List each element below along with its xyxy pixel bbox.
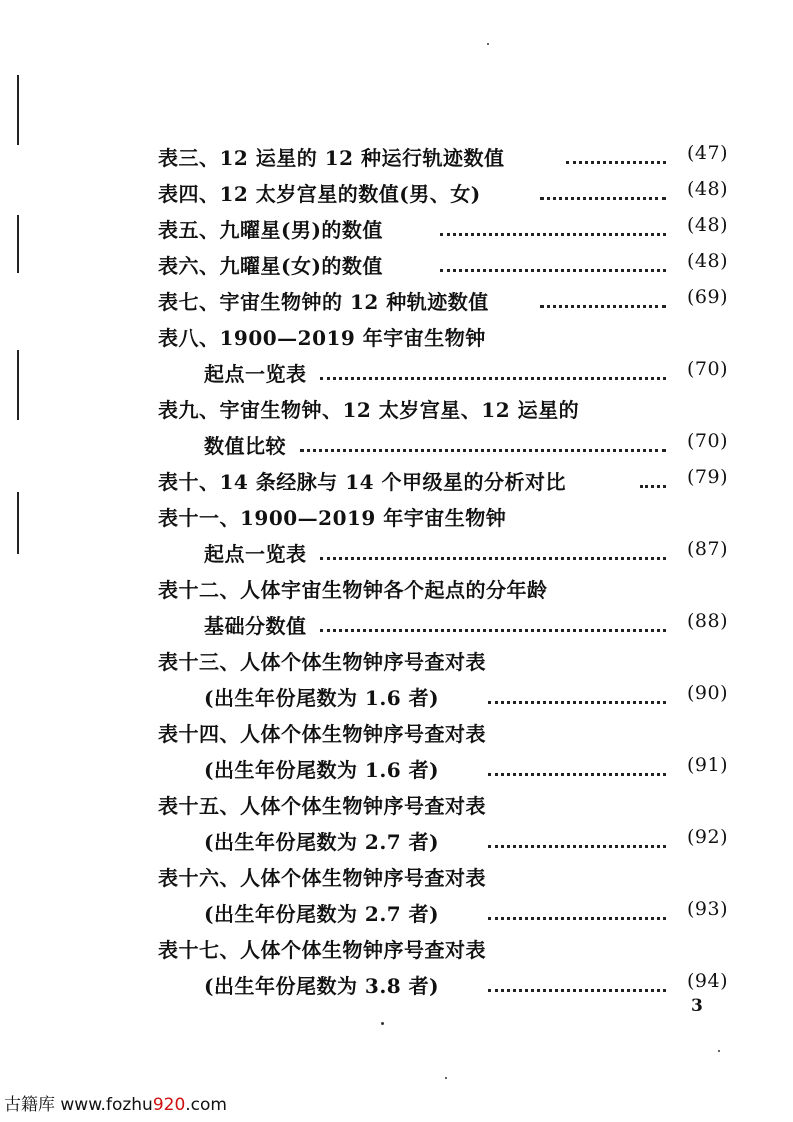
toc-entry-title: 表十四、人体个体生物钟序号查对表 <box>158 722 486 746</box>
toc-entry-title: (出生年份尾数为 2.7 者) <box>204 902 440 926</box>
toc-entry-continuation <box>158 606 728 642</box>
dot-leader <box>488 828 666 848</box>
toc-entry-page: (93) <box>686 898 728 920</box>
toc-entry <box>158 282 728 318</box>
scan-edge-line-2 <box>17 215 19 273</box>
toc-entry-title: 表九、宇宙生物钟、12 太岁宫星、12 运星的 <box>158 398 580 422</box>
toc-entry <box>158 138 728 174</box>
toc-entry-page: (88) <box>686 610 728 632</box>
toc-entry-title: 表五、九曜星(男)的数值 <box>158 218 383 242</box>
toc-entry-title: 起点一览表 <box>204 362 307 386</box>
toc-entry-title: 表十三、人体个体生物钟序号查对表 <box>158 650 486 674</box>
toc-entry-title: 基础分数值 <box>204 614 307 638</box>
toc-entry-continuation <box>158 354 728 390</box>
toc-entry-page: (92) <box>686 826 728 848</box>
dot-leader <box>320 360 666 380</box>
toc-entry-page: (48) <box>686 178 728 200</box>
toc-entry <box>158 318 728 354</box>
watermark-highlight: 920 <box>152 1095 186 1115</box>
watermark-prefix: 古籍库 www.fozhu <box>4 1095 153 1115</box>
toc-entry <box>158 462 728 498</box>
scan-speck <box>381 1022 384 1025</box>
toc-entry <box>158 210 728 246</box>
toc-entry-title: 表四、12 太岁宫星的数值(男、女) <box>158 182 481 206</box>
toc-entry-continuation <box>158 966 728 1002</box>
scan-speck <box>487 43 489 45</box>
dot-leader <box>540 288 666 308</box>
watermark-suffix: .com <box>185 1095 227 1115</box>
toc-entry <box>158 858 728 894</box>
toc-entry-page: (90) <box>686 682 728 704</box>
dot-leader <box>488 900 666 920</box>
toc-entry-title: 表六、九曜星(女)的数值 <box>158 254 383 278</box>
scan-edge-line-4 <box>17 492 19 554</box>
toc-entry-page: (48) <box>686 214 728 236</box>
toc-entry <box>158 246 728 282</box>
watermark <box>4 1090 227 1115</box>
toc-entry-title: (出生年份尾数为 1.6 者) <box>204 758 440 782</box>
toc-entry-title: 表三、12 运星的 12 种运行轨迹数值 <box>158 146 505 170</box>
toc-entry-continuation <box>158 822 728 858</box>
toc-entry-continuation <box>158 750 728 786</box>
toc-entry <box>158 786 728 822</box>
toc-entry <box>158 174 728 210</box>
toc-entry-title: 表七、宇宙生物钟的 12 种轨迹数值 <box>158 290 489 314</box>
toc-entry-title: 表十一、1900—2019 年宇宙生物钟 <box>158 506 507 530</box>
dot-leader <box>488 972 666 992</box>
page-number: 3 <box>691 996 703 1016</box>
toc-entry <box>158 930 728 966</box>
toc-entry-page: (48) <box>686 250 728 272</box>
toc-entry-continuation <box>158 678 728 714</box>
scan-edge-line-3 <box>17 350 19 420</box>
dot-leader <box>440 252 666 272</box>
dot-leader <box>440 216 666 236</box>
dot-leader <box>566 144 666 164</box>
toc-entry-title: 表十六、人体个体生物钟序号查对表 <box>158 866 486 890</box>
toc-entry-title: (出生年份尾数为 2.7 者) <box>204 830 440 854</box>
toc-entry <box>158 642 728 678</box>
toc-entry-page: (47) <box>686 142 728 164</box>
toc-entry-page: (94) <box>686 970 728 992</box>
toc-entry-page: (69) <box>686 286 728 308</box>
toc-entry-title: 表十二、人体宇宙生物钟各个起点的分年龄 <box>158 578 548 602</box>
dot-leader <box>320 612 666 632</box>
toc-entry-title: (出生年份尾数为 3.8 者) <box>204 974 440 998</box>
toc-entry-page: (70) <box>686 358 728 380</box>
dot-leader <box>300 432 666 452</box>
toc-entry <box>158 498 728 534</box>
toc-entry-title: 表十七、人体个体生物钟序号查对表 <box>158 938 486 962</box>
scan-edge-line-1 <box>17 75 19 145</box>
dot-leader <box>488 684 666 704</box>
toc-entry <box>158 570 728 606</box>
toc-entry-continuation <box>158 534 728 570</box>
toc-entry-page: (70) <box>686 430 728 452</box>
dot-leader <box>488 756 666 776</box>
dot-leader <box>640 468 666 488</box>
scan-speck <box>718 1050 720 1052</box>
toc-entry-title: (出生年份尾数为 1.6 者) <box>204 686 440 710</box>
toc-entry-title: 表十、14 条经脉与 14 个甲级星的分析对比 <box>158 470 567 494</box>
toc-entry-page: (91) <box>686 754 728 776</box>
toc-entry-page: (87) <box>686 538 728 560</box>
toc-entry-title: 表八、1900—2019 年宇宙生物钟 <box>158 326 486 350</box>
toc-entry-continuation <box>158 894 728 930</box>
dot-leader <box>540 180 666 200</box>
toc-entry-title: 表十五、人体个体生物钟序号查对表 <box>158 794 486 818</box>
toc-entry <box>158 390 728 426</box>
toc-entry-continuation <box>158 426 728 462</box>
dot-leader <box>320 540 666 560</box>
table-of-contents <box>158 138 728 1002</box>
toc-entry-title: 数值比较 <box>204 434 286 458</box>
toc-entry <box>158 714 728 750</box>
toc-entry-title: 起点一览表 <box>204 542 307 566</box>
toc-entry-page: (79) <box>686 466 728 488</box>
scan-speck <box>445 1077 447 1079</box>
